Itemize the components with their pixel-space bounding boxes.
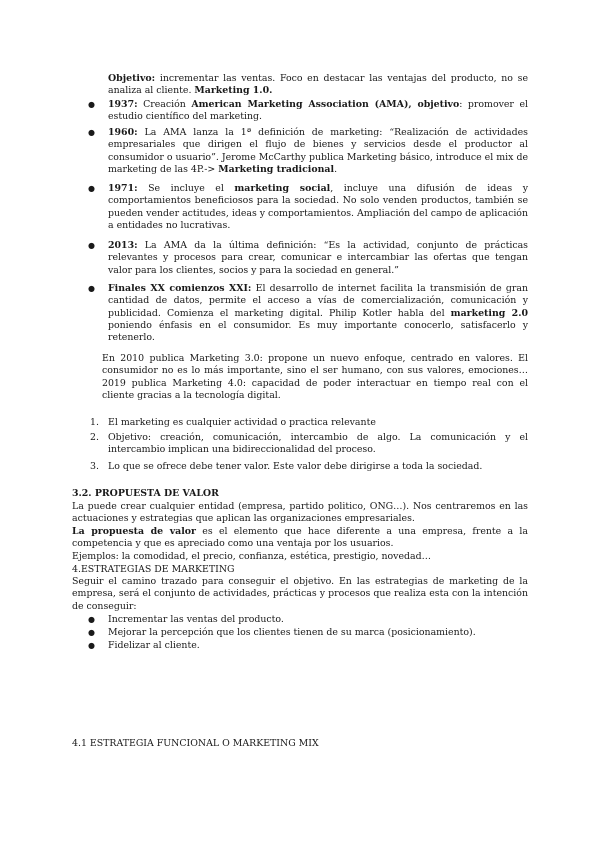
timeline-text: [108, 99, 528, 124]
bullet-icon: ●: [88, 284, 95, 293]
bullet-icon: ●: [88, 615, 95, 624]
timeline-year: 1971:: [108, 183, 138, 194]
timeline-text: [108, 240, 528, 277]
strategy-text: Incrementar las ventas del producto.: [108, 614, 284, 625]
timeline-segment: : promover el estudio científico del marketing.: [108, 99, 528, 123]
timeline-segment: El desarrollo de internet facilita la transmisión de gran cantidad de datos, permite el acceso a vías de comercialización, comunicación y publicidad. Comienza el marketing digital. Philip Kotler habla del: [108, 283, 528, 319]
timeline-segment: La AMA da la última definición: “Es la actividad, conjunto de prácticas relevantes y procesos para crear, comunicar e intercambiar las ofertas que tengan valor para los clientes, socios y para la sociedad en general.”: [108, 240, 528, 276]
item-number: 3.: [90, 461, 99, 472]
marketing30-paragraph: En 2010 publica Marketing 3.0: propone un nuevo enfoque, centrado en valores. El consumidor no es lo más importante, sino el ser humano, con sus valores, emociones… 2019 publica Marketing 4.0: capacidad de poder interactuar en tiempo real con el cliente gracias a la tecnología digital.: [102, 353, 528, 401]
item-number: 1.: [90, 417, 99, 428]
intro-lead-bold: Objetivo:: [108, 73, 156, 84]
value-proposition-term: La propuesta de valor: [72, 526, 196, 537]
bullet-icon: ●: [88, 241, 95, 250]
timeline-segment: Creación: [137, 99, 192, 110]
section-heading-4-1: 4.1 ESTRATEGIA FUNCIONAL O MARKETING MIX: [72, 738, 319, 749]
strategy-text: Mejorar la percepción que los clientes tienen de su marca (posicionamiento).: [108, 627, 476, 638]
intro-paragraph: [108, 73, 528, 98]
intro-tail-bold: Marketing 1.0.: [194, 85, 273, 97]
timeline-segment: , incluye una difusión de ideas y comportamientos beneficiosos para la sociedad. No solo venden productos, también se pueden vender actitudes, ideas y comportamientos. Ampliación del campo de aplicación a entidades no lucrativas.: [108, 183, 528, 231]
timeline-bold-segment: American Marketing Association (AMA), objetivo: [191, 99, 460, 110]
section-heading-4: 4.ESTRATEGIAS DE MARKETING: [72, 564, 235, 575]
timeline-segment: .: [334, 163, 338, 175]
timeline-year: 2013:: [108, 240, 138, 251]
item-text: Objetivo: creación, comunicación, intercambio de algo. La comunicación y el intercambio implican una bidireccionalidad del proceso.: [108, 432, 528, 456]
timeline-bold-segment: marketing 2.0: [450, 307, 528, 319]
bullet-icon: ●: [88, 100, 95, 109]
strategy-text: Fidelizar al cliente.: [108, 640, 200, 651]
item-text: Lo que se ofrece debe tener valor. Este valor debe dirigirse a toda la sociedad.: [108, 461, 483, 472]
bullet-icon: ●: [88, 128, 95, 137]
timeline-segment: Se incluye el: [137, 183, 235, 194]
timeline-text: [108, 183, 528, 232]
timeline-segment: La AMA lanza la 1ª definición de marketing: “Realización de actividades empresariales que dirigen el flujo de bienes y servicios desde el productor al consumidor o usuario”. Jerome McCarthy publica Marketing básico, introduce el mix de marketing de las 4P.->: [108, 127, 528, 175]
section-heading-3-2: 3.2. PROPUESTA DE VALOR: [72, 488, 219, 499]
timeline-segment: poniendo énfasis en el consumidor. Es muy importante conocerlo, satisfacerlo y retenerlo.: [108, 319, 528, 344]
item-text: El marketing es cualquier actividad o practica relevante: [108, 417, 376, 428]
value-proposition-text: es el elemento que hace diferente a una empresa, frente a la competencia y que es apreciado como una ventaja por los usuarios.: [72, 526, 528, 550]
section32-paragraph: La puede crear cualquier entidad (empresa, partido politico, ONG…). Nos centraremos en las actuaciones y estrategias que aplican las organizaciones empresariales.: [72, 501, 528, 525]
item-number: 2.: [90, 432, 99, 443]
timeline-bold-segment: marketing social: [234, 183, 331, 194]
intro-text: incrementar las ventas. Foco en destacar las ventajas del producto, no se analiza al cliente.: [108, 73, 528, 97]
timeline-year: 1960:: [108, 127, 138, 138]
timeline-bold-segment: Marketing tradicional: [218, 163, 335, 175]
bullet-icon: ●: [88, 641, 95, 650]
bullet-icon: ●: [88, 628, 95, 637]
timeline-text: [108, 127, 528, 176]
bullet-icon: ●: [88, 184, 95, 193]
examples-line: Ejemplos: la comodidad, el precio, confianza, estética, prestigio, novedad…: [72, 551, 431, 562]
timeline-year: 1937:: [108, 99, 138, 110]
timeline-year: Finales XX comienzos XXI:: [108, 283, 252, 294]
section4-paragraph: Seguir el camino trazado para conseguir el objetivo. En las estrategias de marketing de la empresa, será el conjunto de actividades, prácticas y procesos que realiza esta con la intención de conseguir:: [72, 576, 528, 612]
value-proposition-paragraph: [72, 526, 528, 551]
timeline-text: [108, 283, 528, 344]
